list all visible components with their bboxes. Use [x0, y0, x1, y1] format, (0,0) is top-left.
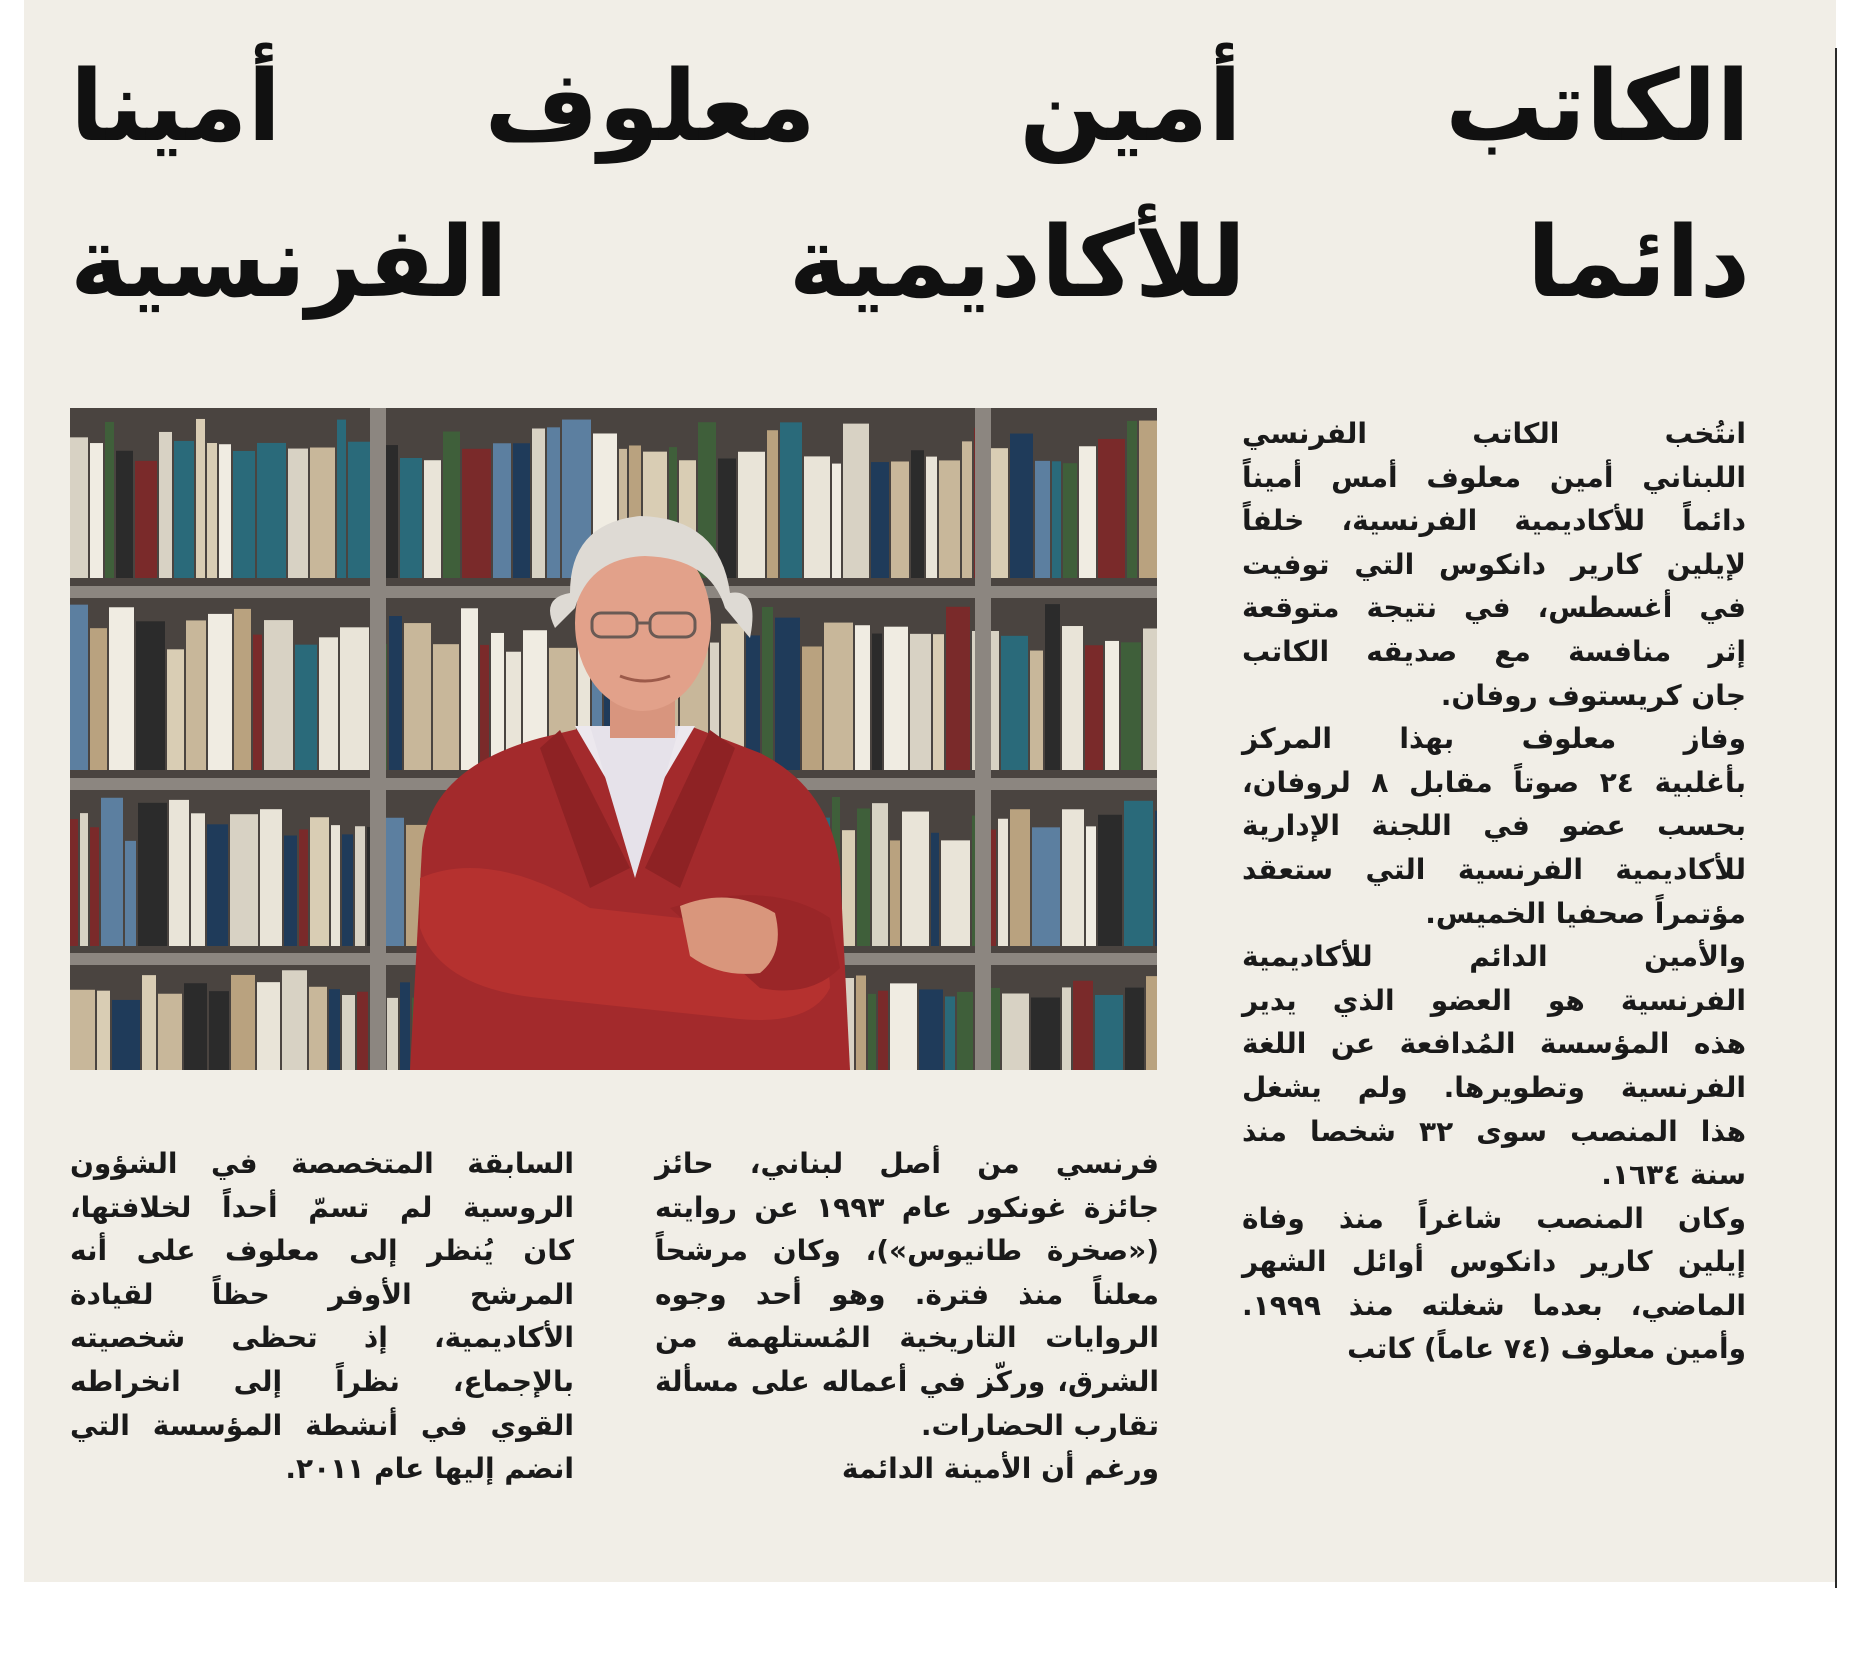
article-line: فرنسي من أصل لبناني، حائز — [655, 1147, 1159, 1180]
article-line: إيلين كارير دانكوس أوائل الشهر — [1242, 1245, 1746, 1279]
article-line: الفرنسية وتطويرها. ولم يشغل — [1242, 1070, 1746, 1104]
article-line: المرشح الأوفر حظاً لقيادة — [70, 1277, 574, 1311]
article-line: الروسية لم تسمّ أحداً لخلافتها، — [70, 1190, 574, 1224]
article-line: مؤتمراً صحفيا الخميس. — [1425, 896, 1746, 930]
article-line: بحسب عضو في اللجنة الإدارية — [1242, 809, 1746, 843]
article-line: وأمين معلوف (٧٤ عاماً) كاتب — [1347, 1332, 1746, 1366]
article-line: معلناً منذ فترة. وهو أحد وجوه — [655, 1277, 1159, 1311]
article-line: الماضي، بعدما شغلته منذ ١٩٩٩. — [1242, 1288, 1746, 1322]
article-line: والأمين الدائم للأكاديمية — [1242, 940, 1746, 974]
article-line: وفاز معلوف بهذا المركز — [1242, 722, 1746, 756]
article-line: في أغسطس، في نتيجة متوقعة — [1242, 591, 1746, 625]
article-photo — [70, 408, 1157, 1070]
article-line: هذا المنصب سوى ٣٢ شخصا منذ — [1242, 1114, 1746, 1148]
article-line: الأكاديمية، إذ تحظى شخصيته — [70, 1321, 574, 1355]
article-line: الشرق، وركّز في أعماله على مسألة — [655, 1364, 1159, 1398]
article-column-middle — [655, 1142, 1159, 1491]
article-line: جائزة غونكور عام ١٩٩٣ عن روايته — [655, 1190, 1159, 1224]
article-line: السابقة المتخصصة في الشؤون — [70, 1147, 574, 1180]
article-line: للأكاديمية الفرنسية التي ستعقد — [1242, 852, 1746, 886]
article-line: دائماً للأكاديمية الفرنسية، خلفاً — [1242, 504, 1746, 538]
article-line: تقارب الحضارات. — [920, 1408, 1159, 1442]
article-line: وكان المنصب شاغراً منذ وفاة — [1242, 1201, 1746, 1235]
article-column-right — [1242, 412, 1746, 1371]
headline-line-2: دائما للأكاديمية الفرنسية — [70, 206, 1750, 320]
article-line: جان كريستوف روفان. — [1440, 678, 1746, 712]
portrait-photo-illustration — [70, 408, 1157, 1070]
article-line: بالإجماع، نظراً إلى انخراطه — [70, 1364, 574, 1398]
article-line: القوي في أنشطة المؤسسة التي — [70, 1408, 574, 1442]
article-line: هذه المؤسسة المُدافعة عن اللغة — [1242, 1027, 1746, 1061]
article-line: لإيلين كارير دانكوس التي توفيت — [1242, 547, 1746, 581]
column-rule — [1835, 48, 1837, 1588]
headline-line-1: الكاتب أمين معلوف أمينا — [70, 50, 1750, 164]
article-line: بأغلبية ٢٤ صوتاً مقابل ٨ لروفان، — [1242, 765, 1746, 799]
article-line: انتُخب الكاتب الفرنسي — [1242, 417, 1746, 450]
article-line: إثر منافسة مع صديقه الكاتب — [1242, 634, 1746, 668]
article-line: («صخرة طانيوس»)، وكان مرشحاً — [655, 1234, 1159, 1268]
article-line: الروايات التاريخية المُستلهمة من — [655, 1321, 1159, 1355]
article-line: انضم إليها عام ٢٠١١. — [285, 1452, 574, 1486]
article-line: اللبناني أمين معلوف أمس أميناً — [1242, 460, 1746, 494]
article-line: ورغم أن الأمينة الدائمة — [841, 1452, 1159, 1486]
article-line: سنة ١٦٣٤. — [1601, 1158, 1746, 1192]
article-column-left — [70, 1142, 574, 1491]
article-line: كان يُنظر إلى معلوف على أنه — [70, 1234, 574, 1268]
article-line: الفرنسية هو العضو الذي يدير — [1242, 983, 1746, 1017]
